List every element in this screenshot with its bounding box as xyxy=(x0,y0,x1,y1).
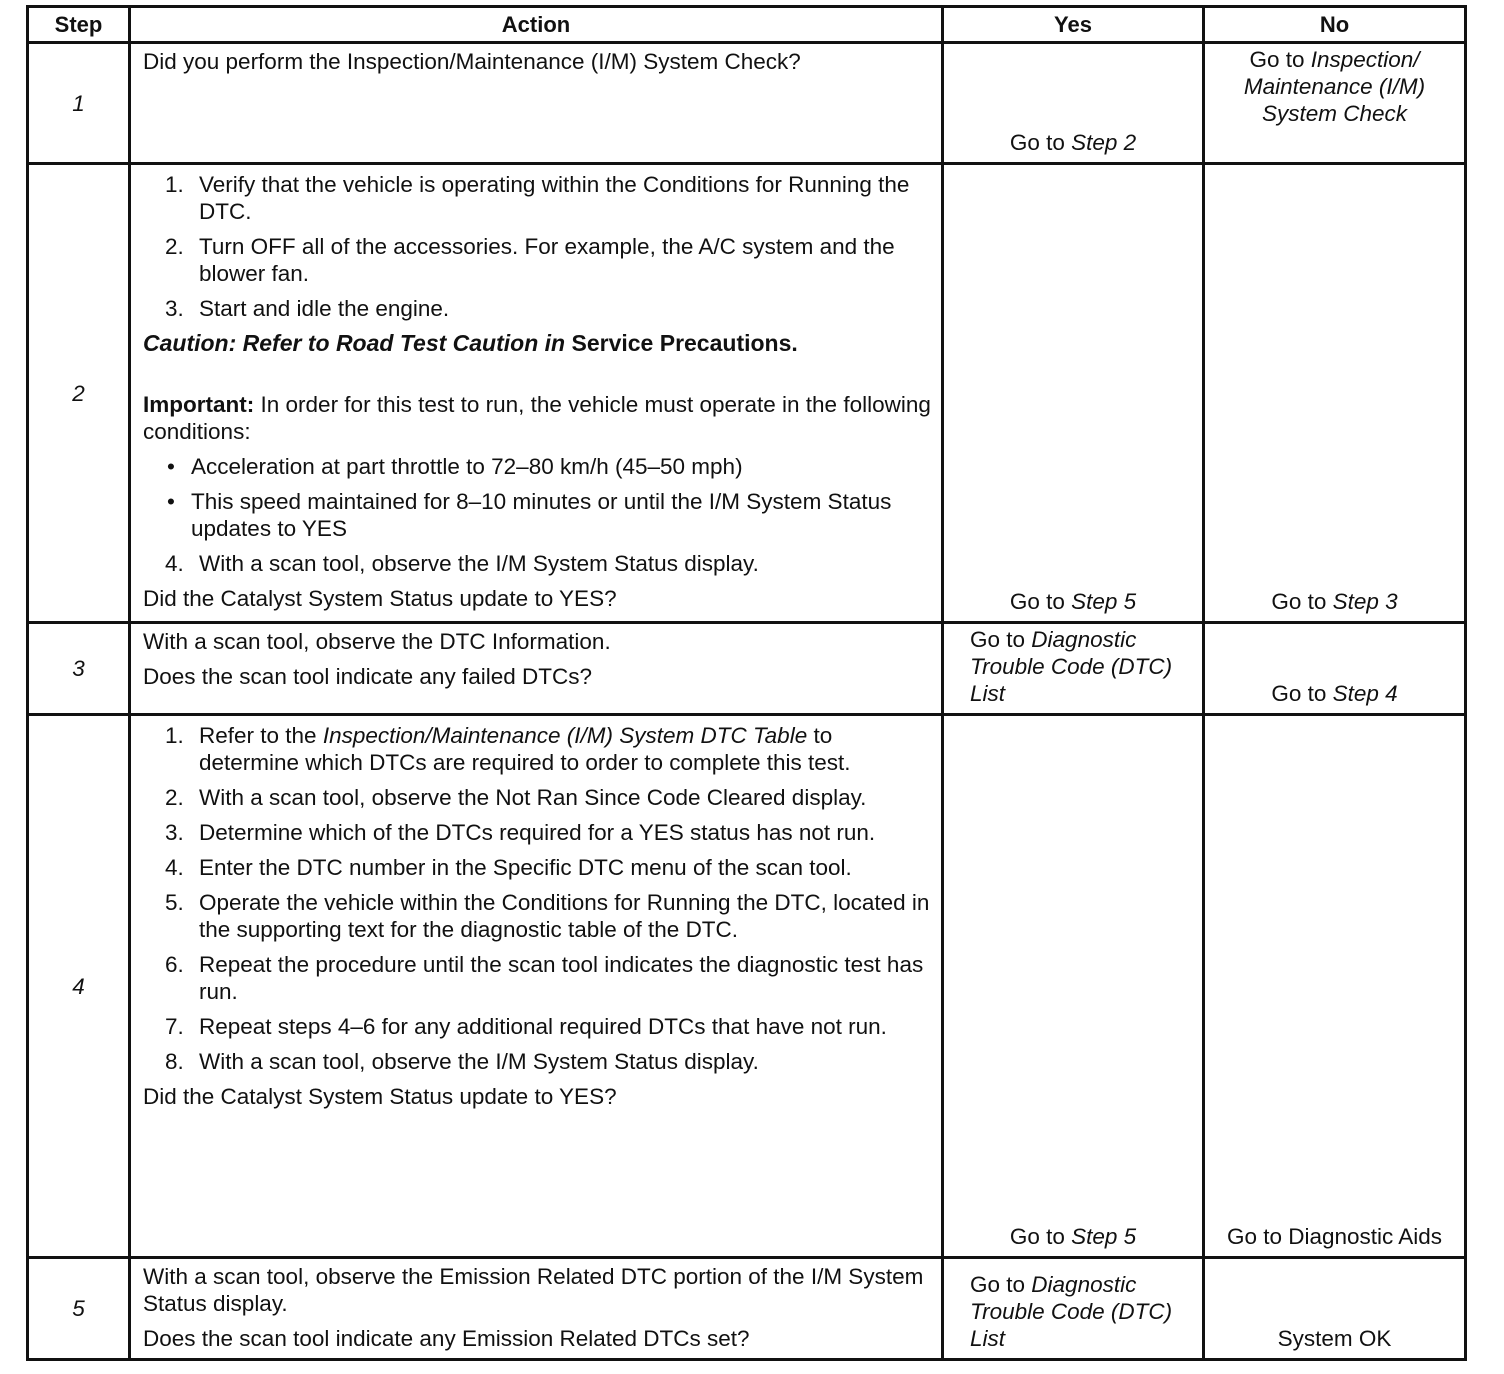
question: Did the Catalyst System Status update to YES? xyxy=(143,1084,617,1109)
go-to-step-2-link[interactable]: Step 2 xyxy=(1071,130,1137,155)
question: Does the scan tool indicate any failed DTCs? xyxy=(143,664,592,689)
dtc-list-link[interactable]: Diagnostic Trouble Code (DTC) List xyxy=(970,1272,1173,1351)
header-action: Action xyxy=(130,7,943,43)
step-1-no xyxy=(1204,43,1466,164)
question: Did the Catalyst System Status update to YES? xyxy=(143,586,617,611)
list-item: 3. Start and idle the engine. xyxy=(165,296,450,321)
step-3-row xyxy=(28,623,1466,715)
question: Does the scan tool indicate any Emission Related DTCs set? xyxy=(143,1326,750,1351)
go-to-label: Go to xyxy=(1271,589,1327,614)
list-item: 1. Refer to the Inspection/Maintenance (I/M) System DTC Table to determine which DTCs are required to order to complete this test. xyxy=(165,723,851,775)
step-1-action xyxy=(130,43,943,164)
step-3-action xyxy=(130,623,943,715)
go-to-label: Go to xyxy=(970,627,1026,652)
instruction: With a scan tool, observe the DTC Information. xyxy=(143,629,611,654)
go-to-step-4-link[interactable]: Step 4 xyxy=(1332,681,1398,706)
list-item: 6. Repeat the procedure until the scan tool indicates the diagnostic test has run. xyxy=(165,952,924,1004)
step-5-yes xyxy=(943,1258,1204,1360)
diagnostic-table xyxy=(26,5,1467,1361)
go-to-step-3-link[interactable]: Step 3 xyxy=(1332,589,1398,614)
list-item: 3. Determine which of the DTCs required for a YES status has not run. xyxy=(165,820,876,845)
im-system-check-link[interactable]: Inspection/ Maintenance (I/M) System Check xyxy=(1243,47,1426,126)
step-3-no xyxy=(1204,623,1466,715)
step-4-action xyxy=(130,715,943,1258)
step-2-action xyxy=(130,164,943,623)
bullet-item: • This speed maintained for 8–10 minutes or until the I/M System Status updates to YES xyxy=(167,489,892,541)
step-1-row xyxy=(28,43,1466,164)
im-dtc-table-link[interactable]: Inspection/Maintenance (I/M) System DTC Table xyxy=(322,723,808,748)
go-to-label: Go to xyxy=(1009,589,1065,614)
header-yes: Yes xyxy=(943,7,1204,43)
list-item: 8. With a scan tool, observe the I/M System Status display. xyxy=(165,1049,759,1074)
system-ok-result: System OK xyxy=(1277,1326,1392,1351)
go-to-step-5-link[interactable]: Step 5 xyxy=(1071,1224,1137,1249)
header-step: Step xyxy=(28,7,130,43)
instruction: With a scan tool, observe the Emission Related DTC portion of the I/M System Status display. xyxy=(143,1264,924,1316)
step-5-action xyxy=(130,1258,943,1360)
header-row xyxy=(28,7,1466,43)
list-item: 2. Turn OFF all of the accessories. For example, the A/C system and the blower fan. xyxy=(165,234,895,286)
caution-note: Caution: Refer to Road Test Caution in Service Precautions. xyxy=(143,330,798,356)
step-5-row xyxy=(28,1258,1466,1360)
list-item: 7. Repeat steps 4–6 for any additional required DTCs that have not run. xyxy=(165,1014,887,1039)
list-item: 4. Enter the DTC number in the Specific DTC menu of the scan tool. xyxy=(165,855,852,880)
step-number: 3 xyxy=(28,623,130,715)
step-2-row xyxy=(28,164,1466,623)
list-item: 5. Operate the vehicle within the Conditions for Running the DTC, located in the supporting text for the diagnostic table of the DTC. xyxy=(165,890,930,942)
header-no: No xyxy=(1204,7,1466,43)
list-item: 4. With a scan tool, observe the I/M System Status display. xyxy=(165,551,759,576)
diagnostic-aids-link[interactable]: Go to Diagnostic Aids xyxy=(1226,1224,1443,1249)
step-4-yes xyxy=(943,715,1204,1258)
step-number: 4 xyxy=(28,715,130,1258)
step-2-no xyxy=(1204,164,1466,623)
step-4-no xyxy=(1204,715,1466,1258)
dtc-list-link[interactable]: Diagnostic Trouble Code (DTC) List xyxy=(970,627,1173,706)
step-number: 2 xyxy=(28,164,130,623)
step-number: 1 xyxy=(28,43,130,164)
list-item: 1. Verify that the vehicle is operating within the Conditions for Running the DTC. xyxy=(165,172,910,224)
step-1-yes xyxy=(943,43,1204,164)
go-to-label: Go to xyxy=(1271,681,1327,706)
go-to-label: Go to xyxy=(1249,47,1305,72)
bullet-item: • Acceleration at part throttle to 72–80 km/h (45–50 mph) xyxy=(167,454,743,479)
step-number: 5 xyxy=(28,1258,130,1360)
go-to-label: Go to xyxy=(970,1272,1026,1297)
list-item: 2. With a scan tool, observe the Not Ran Since Code Cleared display. xyxy=(165,785,867,810)
important-note: Important: In order for this test to run, the vehicle must operate in the following conditions: xyxy=(143,392,931,444)
step-3-yes xyxy=(943,623,1204,715)
step-5-no xyxy=(1204,1258,1466,1360)
go-to-label: Go to xyxy=(1009,1224,1065,1249)
step-2-yes xyxy=(943,164,1204,623)
go-to-label: Go to xyxy=(1009,130,1065,155)
bullet-icon: • xyxy=(167,489,175,514)
bullet-icon: • xyxy=(167,454,175,479)
question: Did you perform the Inspection/Maintenance (I/M) System Check? xyxy=(143,49,801,74)
service-precautions-link[interactable]: Service Precautions. xyxy=(571,330,798,356)
go-to-step-5-link[interactable]: Step 5 xyxy=(1071,589,1137,614)
step-4-row xyxy=(28,715,1466,1258)
